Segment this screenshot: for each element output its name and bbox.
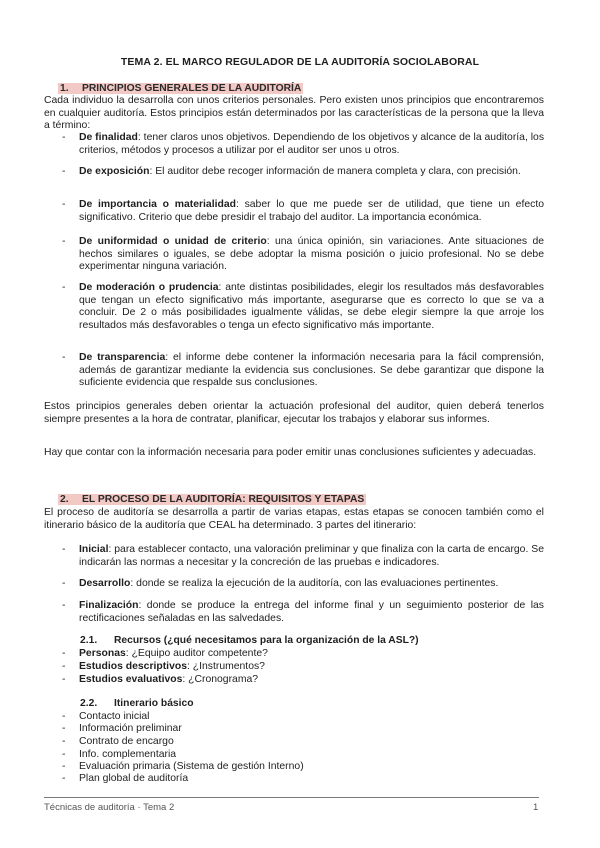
itinerary-text: Evaluación primaria (Sistema de gestión Interno) bbox=[79, 761, 304, 772]
section-1-title: PRINCIPIOS GENERALES DE LA AUDITORÍA bbox=[82, 83, 302, 94]
itinerary-item: - Evaluación primaria (Sistema de gestión Interno) bbox=[62, 761, 304, 772]
principle-moderacion: - De moderación o prudencia: ante distintas posibilidades, elegir los resultados más desfavorables que tengan un efecto significativo más importante, asegurarse que es correcto lo que se va a concluir. De 2 o más posibilidades igualmente válidas, se debe elegir siempre la que arroje los resultados más desfavorables o tenga un efecto significativo más importante. bbox=[62, 282, 544, 331]
subsection-2-2-title: Itinerario básico bbox=[114, 698, 194, 709]
section-1-heading bbox=[58, 83, 303, 94]
document-title: TEMA 2. EL MARCO REGULADOR DE LA AUDITORÍA SOCIOLABORAL bbox=[120, 56, 480, 68]
itinerary-text: Contacto inicial bbox=[79, 711, 150, 722]
itinerary-item: - Contacto inicial bbox=[62, 711, 150, 722]
principle-exposicion: - De exposición: El auditor debe recoger información de manera completa y clara, con precisión. bbox=[62, 166, 521, 177]
itinerary-item: - Info. complementaria bbox=[62, 749, 177, 760]
principle-text: : el informe debe contener la información necesaria para la fácil comprensión, además de garantizar mediante la evidencia sus conclusiones. Se debe garantizar que dispone la suficiente evidencia que respalde sus conclusiones. bbox=[79, 352, 544, 389]
resource-item: - Estudios evaluativos: ¿Cronograma? bbox=[62, 674, 259, 685]
itinerary-text: Contrato de encargo bbox=[79, 736, 174, 747]
section-1-closing-2: Hay que contar con la información necesaria para poder emitir unas conclusiones suficientes y adecuadas. bbox=[44, 447, 537, 458]
resource-term: Estudios descriptivos bbox=[79, 661, 187, 672]
principle-uniformidad: - De uniformidad o unidad de criterio: una única opinión, sin variaciones. Ante situaciones de hechos similares o iguales, se debe adoptar la misma posición o juicio profesional. No se debe experimentar ninguna variación. bbox=[62, 236, 545, 273]
section-2-heading bbox=[58, 494, 366, 505]
itinerary-item: - Información preliminar bbox=[62, 723, 182, 734]
itinerary-item: - Contrato de encargo bbox=[62, 736, 174, 747]
itinerary-text: Información preliminar bbox=[79, 723, 182, 734]
principle-importancia: - De importancia o materialidad: saber lo que me puede ser de utilidad, que tiene un efecto significativo. Criterio que debe presidir el trabajo del auditor. La importancia económica. bbox=[62, 199, 544, 223]
stage-term: Inicial bbox=[79, 544, 109, 555]
subsection-2-2-number: 2.2. bbox=[80, 698, 98, 709]
principle-term: De finalidad bbox=[79, 132, 138, 143]
section-2-title: EL PROCESO DE LA AUDITORÍA: REQUISITOS Y ETAPAS bbox=[82, 494, 365, 505]
principle-text: : El auditor debe recoger información de manera completa y clara, con precisión. bbox=[149, 166, 521, 177]
principle-term: De importancia o materialidad bbox=[79, 199, 236, 210]
resource-text: : ¿Equipo auditor competente? bbox=[125, 648, 268, 659]
page-number: 1 bbox=[533, 802, 539, 813]
resource-term: Estudios evaluativos bbox=[79, 674, 183, 685]
stage-inicial: - Inicial: para establecer contacto, una valoración preliminar y que finaliza con la carta de encargo. Se indicarán las normas a necesitar y la concreción de las pruebas e indicadores. bbox=[62, 544, 544, 568]
subsection-2-1-number: 2.1. bbox=[80, 635, 98, 646]
stage-term: Desarrollo bbox=[79, 578, 131, 589]
resource-item: - Estudios descriptivos: ¿Instrumentos? bbox=[62, 661, 265, 672]
principle-term: De transparencia bbox=[79, 352, 166, 363]
stage-desarrollo: - Desarrollo: donde se realiza la ejecución de la auditoría, con las evaluaciones pertinentes. bbox=[62, 578, 499, 589]
stage-finalizacion: - Finalización: donde se produce la entrega del informe final y un seguimiento posterior de las rectificaciones señaladas en las salvedades. bbox=[62, 600, 544, 624]
subsection-2-1-heading bbox=[80, 635, 419, 646]
resource-item: - Personas: ¿Equipo auditor competente? bbox=[62, 648, 268, 659]
principle-term: De uniformidad o unidad de criterio bbox=[79, 236, 267, 247]
section-2-number: 2. bbox=[60, 494, 69, 505]
section-2-intro: El proceso de auditoría se desarrolla a partir de varias etapas, estas etapas se conocen también como el itinerario básico de la auditoría que CEAL ha determinado. 3 partes del itinerario: bbox=[44, 507, 544, 531]
stage-text: : para establecer contacto, una valoración preliminar y que finaliza con la carta de encargo. Se indicarán las normas a necesitar y la concreción de las pruebas e indicadores. bbox=[79, 544, 544, 568]
principle-text: : ante distintas posibilidades, elegir los resultados más desfavorables que tengan un efecto significativo más importante, asegurarse que es correcto lo que se va a concluir. De 2 o más posibilidades igualmente válidas, se debe elegir siempre la que arroje los resultados más desfavorables o tenga un efecto significativo más importante. bbox=[79, 282, 544, 331]
section-1-number: 1. bbox=[60, 83, 69, 94]
principle-transparencia: - De transparencia: el informe debe contener la información necesaria para la fácil comprensión, además de garantizar mediante la evidencia sus conclusiones. Se debe garantizar que dispone la suficiente evidencia que respalde sus conclusiones. bbox=[62, 352, 544, 389]
resource-term: Personas bbox=[79, 648, 126, 659]
principle-text: : una única opinión, sin variaciones. Ante situaciones de hechos similares o iguales, se debe adoptar la misma posición o juicio profesional. No se debe experimentar ninguna variación. bbox=[79, 236, 545, 273]
section-1-intro: Cada individuo la desarrolla con unos criterios personales. Pero existen unos principios que encontraremos en cualquier auditoría. Estos principios están determinados por las características de la persona que la lleva a término: bbox=[44, 95, 544, 132]
section-1-closing-1: Estos principios generales deben orientar la actuación profesional del auditor, quien deberá tenerlos siempre presentes a la hora de contratar, planificar, ejecutar los trabajos y elaborar sus informes. bbox=[44, 401, 544, 425]
stage-text: : donde se realiza la ejecución de la auditoría, con las evaluaciones pertinentes. bbox=[130, 578, 499, 589]
footer-divider bbox=[44, 797, 539, 798]
stage-term: Finalización bbox=[79, 600, 139, 611]
itinerary-text: Plan global de auditoría bbox=[79, 773, 189, 784]
principle-text: : tener claros unos objetivos. Dependiendo de los objetivos y alcance de la auditoría, los criterios, métodos y procesos a utilizar por el auditor ser unos u otros. bbox=[79, 132, 545, 156]
principle-term: De exposición bbox=[79, 166, 150, 177]
footer-text: Técnicas de auditoría · Tema 2 bbox=[44, 802, 175, 813]
itinerary-item: - Plan global de auditoría bbox=[62, 773, 189, 784]
principle-term: De moderación o prudencia bbox=[79, 282, 219, 293]
principle-text: : saber lo que me puede ser de utilidad, que tiene un efecto significativo. Criterio que debe presidir el trabajo del auditor. La importancia económica. bbox=[79, 199, 544, 223]
resource-text: : ¿Instrumentos? bbox=[186, 661, 265, 672]
subsection-2-1-title: Recursos (¿qué necesitamos para la organización de la ASL?) bbox=[114, 635, 419, 646]
principle-finalidad: - De finalidad: tener claros unos objetivos. Dependiendo de los objetivos y alcance de la auditoría, los criterios, métodos y procesos a utilizar por el auditor ser unos u otros. bbox=[62, 132, 545, 156]
subsection-2-2-heading bbox=[80, 698, 194, 709]
resource-text: : ¿Cronograma? bbox=[182, 674, 259, 685]
itinerary-text: Info. complementaria bbox=[79, 749, 177, 760]
stage-text: : donde se produce la entrega del informe final y un seguimiento posterior de las rectificaciones señaladas en las salvedades. bbox=[79, 600, 544, 624]
